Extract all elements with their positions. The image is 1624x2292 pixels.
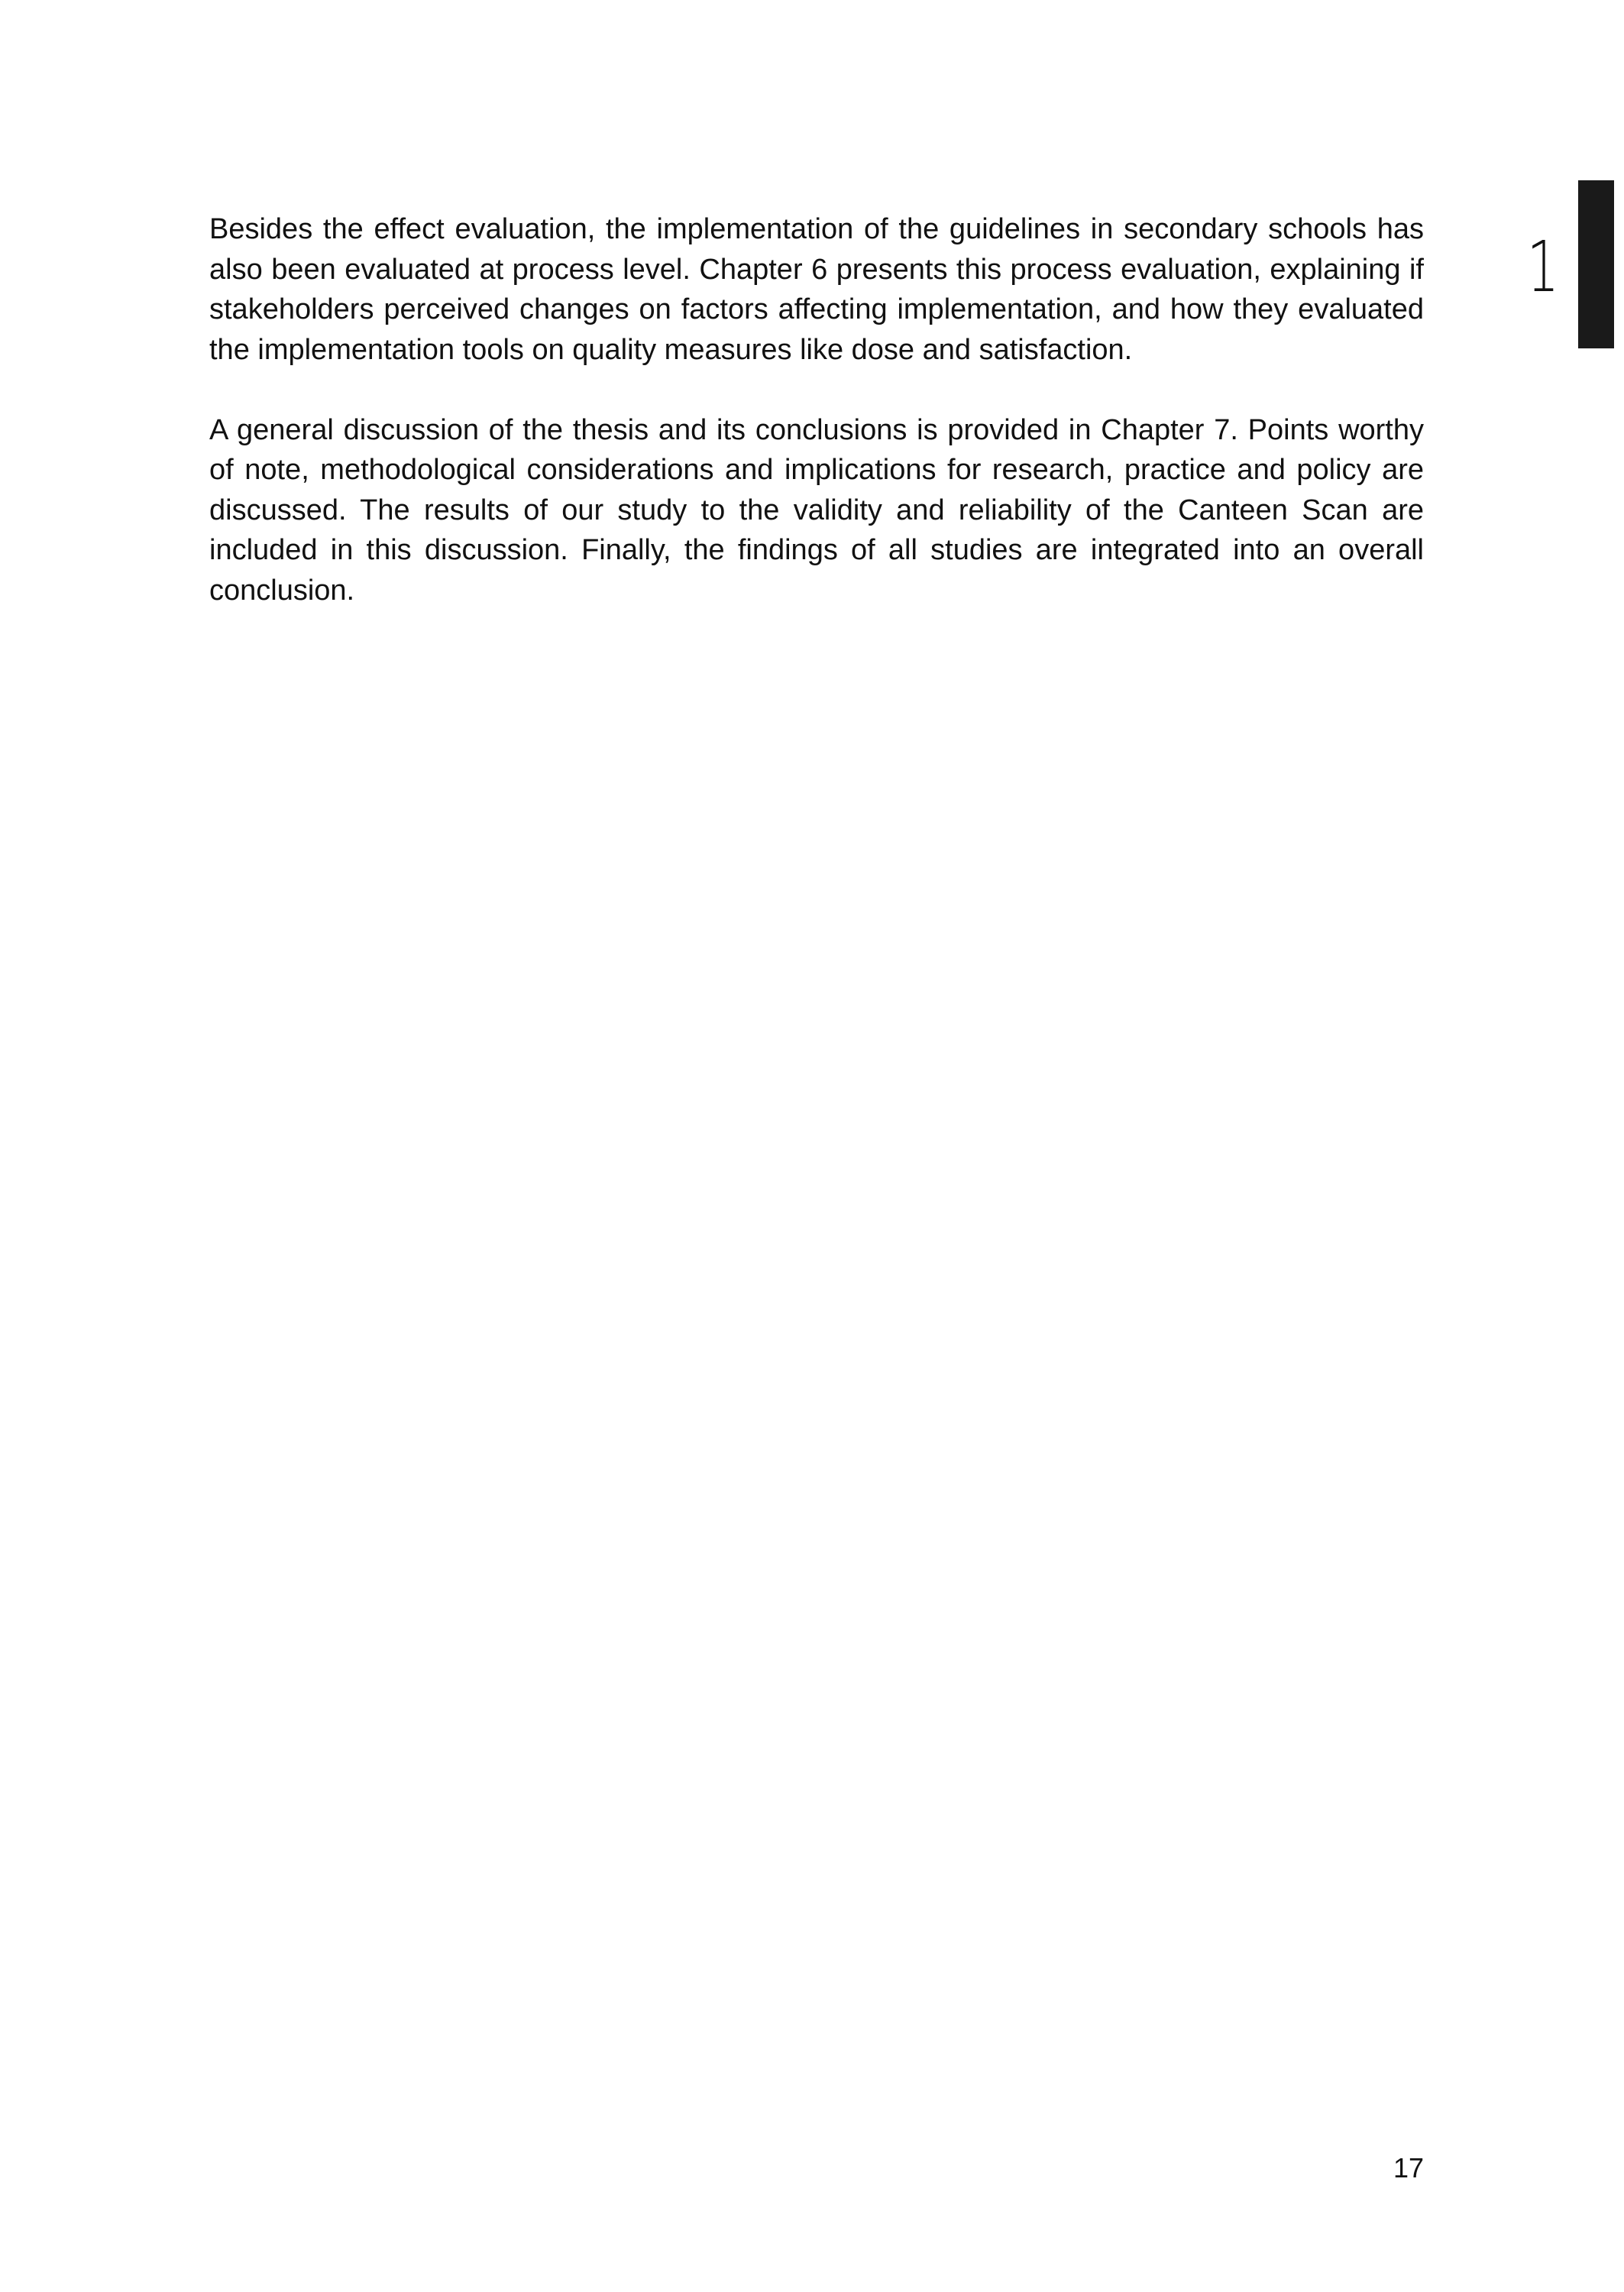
page-number: 17 <box>1393 2152 1424 2184</box>
chapter-number: 1 <box>1526 226 1560 308</box>
paragraph-general-discussion: A general discussion of the thesis and its conclusions is provided in Chapter 7. Points worthy of note, methodological considerations and implications for research, practice and policy are discussed. The results of our study to the validity and reliability of the Canteen Scan are included in this discussion. Finally, the findings of all studies are integrated into an overall conclusion. <box>209 413 1424 607</box>
paragraph-process-evaluation: Besides the effect evaluation, the implementation of the guidelines in secondary schools has also been evaluated at process level. Chapter 6 presents this process evaluation, explaining if stakeholders perceived changes on factors affecting implementation, and how they evaluated the implementation tools on quality measures like dose and satisfaction. <box>209 213 1424 366</box>
body-text <box>209 209 1424 610</box>
chapter-tab-marker <box>1578 180 1614 348</box>
